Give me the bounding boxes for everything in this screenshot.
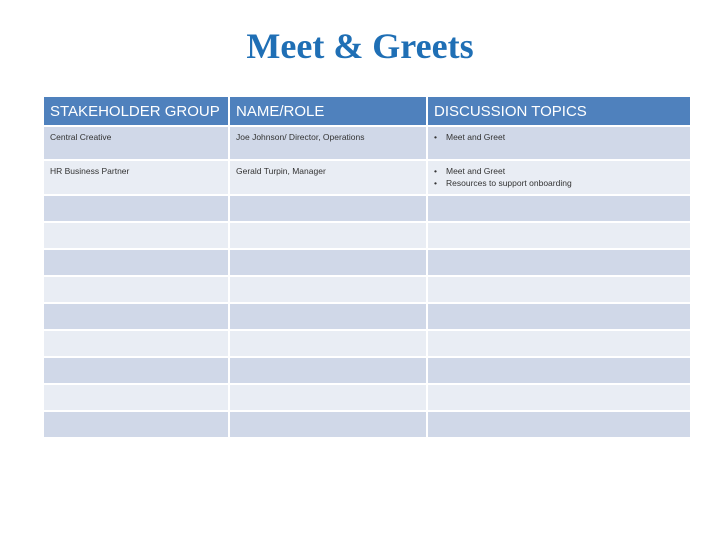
topic-item — [434, 178, 684, 190]
bullet-icon: • — [434, 177, 437, 188]
empty-cell — [43, 384, 229, 411]
table-row-empty — [43, 330, 691, 357]
empty-cell — [427, 357, 691, 384]
header-stakeholder-group: STAKEHOLDER GROUP — [43, 96, 229, 126]
topic-text: Meet and Greet — [446, 166, 506, 176]
cell-discussion-topics — [427, 160, 691, 195]
cell-discussion-topics — [427, 126, 691, 160]
empty-cell — [427, 249, 691, 276]
empty-cell — [229, 222, 427, 249]
header-name-role: NAME/ROLE — [229, 96, 427, 126]
empty-cell — [427, 330, 691, 357]
table-row — [43, 160, 691, 195]
empty-cell — [43, 330, 229, 357]
table-row-empty — [43, 222, 691, 249]
empty-cell — [427, 303, 691, 330]
table-header-row — [43, 96, 691, 126]
table-row-empty — [43, 249, 691, 276]
empty-cell — [427, 276, 691, 303]
topic-list — [434, 132, 684, 144]
empty-cell — [229, 384, 427, 411]
empty-cell — [43, 249, 229, 276]
topic-text: Meet and Greet — [446, 132, 506, 142]
empty-cell — [229, 276, 427, 303]
topic-item — [434, 166, 684, 178]
empty-cell — [229, 357, 427, 384]
empty-cell — [43, 195, 229, 222]
table-row-empty — [43, 411, 691, 438]
empty-cell — [43, 357, 229, 384]
table-row-empty — [43, 276, 691, 303]
empty-cell — [43, 303, 229, 330]
topic-list — [434, 166, 684, 189]
empty-cell — [427, 384, 691, 411]
empty-cell — [229, 411, 427, 438]
table-row-empty — [43, 303, 691, 330]
empty-cell — [229, 303, 427, 330]
cell-name-role: Gerald Turpin, Manager — [229, 160, 427, 195]
empty-cell — [427, 411, 691, 438]
bullet-icon: • — [434, 166, 437, 176]
table-row — [43, 126, 691, 160]
topic-item — [434, 132, 684, 144]
cell-stakeholder-group: HR Business Partner — [43, 160, 229, 195]
header-discussion-topics: DISCUSSION TOPICS — [427, 96, 691, 126]
empty-cell — [229, 195, 427, 222]
empty-cell — [43, 411, 229, 438]
table-row-empty — [43, 384, 691, 411]
cell-stakeholder-group: Central Creative — [43, 126, 229, 160]
meet-greets-table — [42, 95, 692, 439]
bullet-icon: • — [434, 132, 437, 142]
empty-cell — [229, 249, 427, 276]
empty-cell — [229, 330, 427, 357]
page-title: Meet & Greets — [246, 26, 474, 66]
empty-cell — [427, 195, 691, 222]
empty-cell — [427, 222, 691, 249]
empty-cell — [43, 222, 229, 249]
table-row-empty — [43, 195, 691, 222]
empty-rows — [43, 195, 691, 438]
topic-text: Resources to support onboarding — [446, 177, 572, 188]
cell-name-role: Joe Johnson/ Director, Operations — [229, 126, 427, 160]
table-row-empty — [43, 357, 691, 384]
empty-cell — [43, 276, 229, 303]
